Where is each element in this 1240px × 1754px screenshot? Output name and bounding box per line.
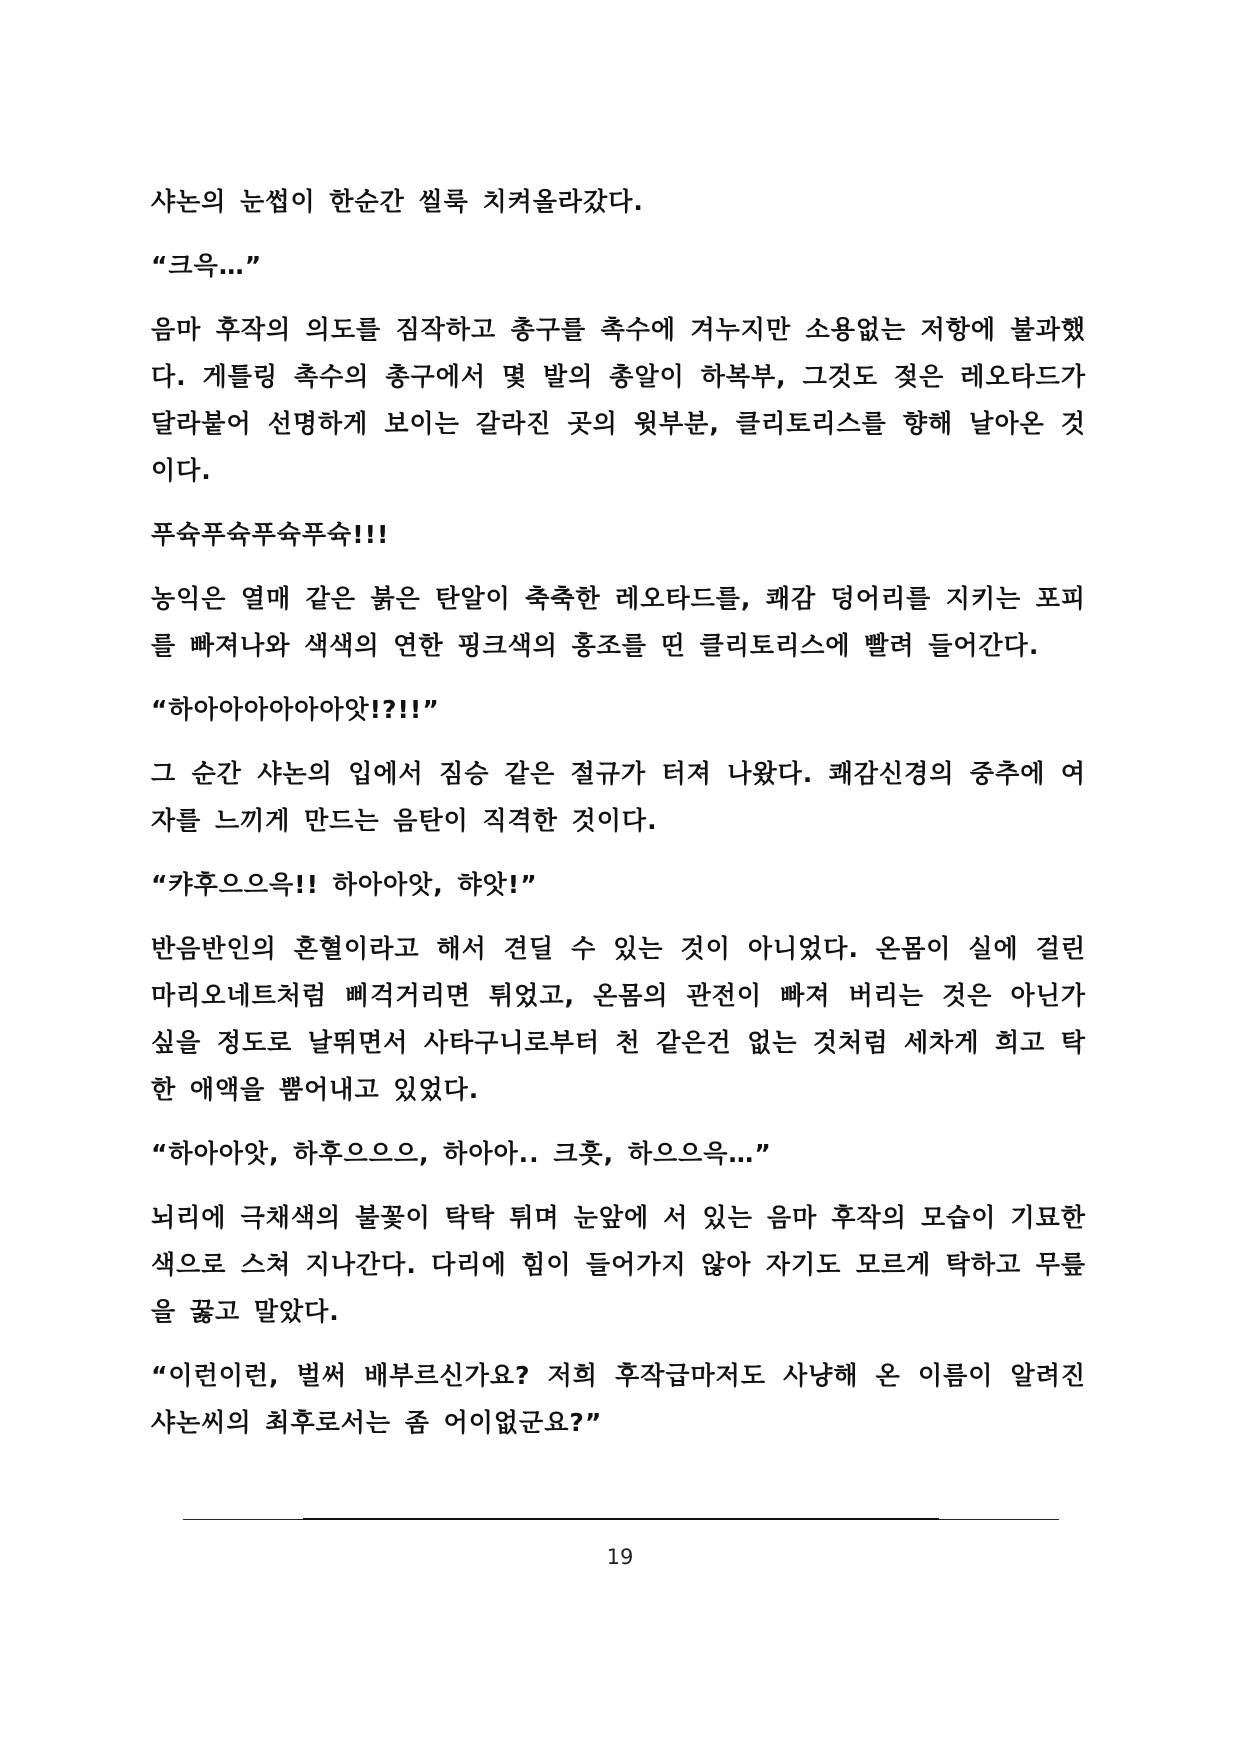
paragraph: 그 순간 샤논의 입에서 짐승 같은 절규가 터져 나왔다. 쾌감신경의 중추에 여자를 느끼게 만드는 음탄이 직격한 것이다. <box>151 759 1086 835</box>
paragraph: 샤논의 눈썹이 한순간 씰룩 치켜올라갔다. <box>151 187 644 216</box>
dialogue-paragraph: “하아아앗, 하후으으으, 하아아.. 크흣, 하으으윽…” <box>151 1139 772 1168</box>
dialogue-paragraph: “이런이런, 벌써 배부르신가요? 저희 후작급마저도 사냥해 온 이름이 알려진 샤논씨의 최후로서는 좀 어이없군요?” <box>151 1361 1086 1437</box>
paragraph: 뇌리에 극채색의 불꽃이 탁탁 튀며 눈앞에 서 있는 음마 후작의 모습이 기묘한 색으로 스쳐 지나간다. 다리에 힘이 들어가지 않아 자기도 모르게 탁하고 무릎을 꿇고 말았다. <box>151 1203 1086 1326</box>
paragraph: 반음반인의 혼혈이라고 해서 견딜 수 있는 것이 아니었다. 온몸이 실에 걸린 마리오네트처럼 삐걱거리면 튀었고, 온몸의 관전이 빠져 버리는 것은 아닌가 싶을 정도로 날뛰면서 사타구니로부터 천 같은건 없는 것처럼 세차게 희고 탁한 애액을 뿜어내고 있었다. <box>151 934 1086 1104</box>
sound-effect-paragraph: 푸슉푸슉푸슉푸슉!!! <box>151 520 390 549</box>
paragraph: 농익은 열매 같은 붉은 탄알이 축축한 레오타드를, 쾌감 덩어리를 지키는 포피를 빠져나와 색색의 연한 핑크색의 홍조를 띤 클리토리스에 빨려 들어간다. <box>151 584 1086 660</box>
footer-divider-accent <box>303 1518 939 1520</box>
paragraph: 음마 후작의 의도를 짐작하고 총구를 촉수에 겨누지만 소용없는 저항에 불과했다. 게틀링 촉수의 총구에서 몇 발의 총알이 하복부, 그것도 젖은 레오타드가 달라붙어 선명하게 보이는 갈라진 곳의 윗부분, 클리토리스를 향해 날아온 것이다. <box>151 315 1086 485</box>
dialogue-paragraph: “캬후으으윽!! 하아아앗, 햐앗!” <box>151 870 538 899</box>
dialogue-paragraph: “하아아아아아아앗!?!!” <box>151 695 440 724</box>
page-number: 19 <box>606 1545 634 1569</box>
dialogue-paragraph: “크윽…” <box>151 251 263 280</box>
document-body <box>151 178 1086 1446</box>
